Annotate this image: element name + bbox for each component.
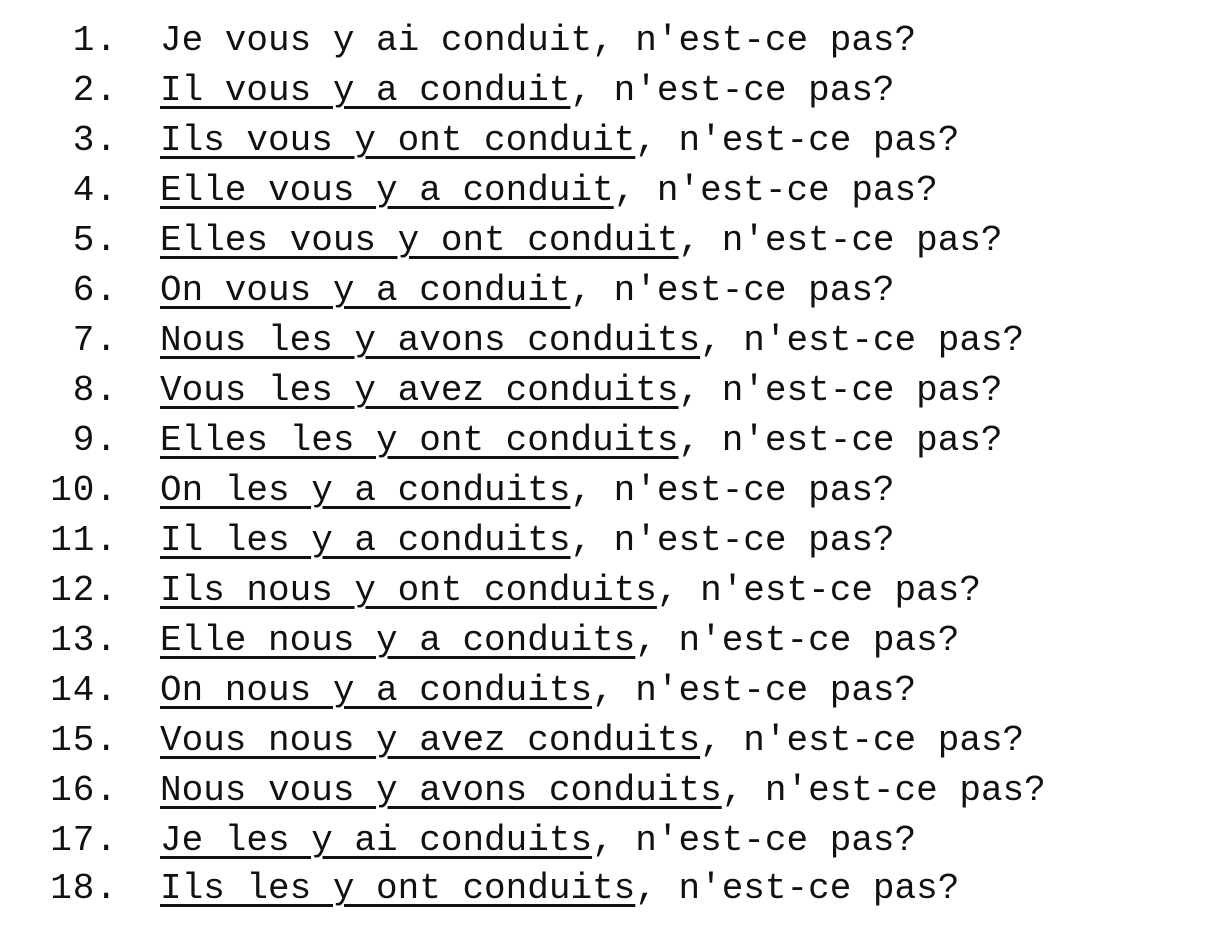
sentence xyxy=(160,418,1003,464)
sentence-tag: , n'est-ce pas? xyxy=(635,620,960,661)
line-number: 10. xyxy=(50,470,118,511)
line-number: 12. xyxy=(50,570,118,611)
sentence xyxy=(160,568,981,614)
sentence xyxy=(160,368,1003,414)
line-number: 5. xyxy=(72,220,118,261)
exercise-line xyxy=(0,368,1210,414)
line-number: 14. xyxy=(50,670,118,711)
sentence-underlined: Il vous y a conduit xyxy=(160,70,571,111)
exercise-line xyxy=(0,218,1210,264)
sentence-underlined: On vous y a conduit xyxy=(160,270,571,311)
sentence xyxy=(160,718,1024,764)
line-number: 9. xyxy=(72,420,118,461)
exercise-line xyxy=(0,668,1210,714)
sentence-tag: , n'est-ce pas? xyxy=(678,220,1003,261)
sentence xyxy=(160,668,916,714)
sentence-tag: , n'est-ce pas? xyxy=(678,420,1003,461)
sentence-underlined: Vous les y avez conduits xyxy=(160,370,679,411)
sentence-underlined: Il les y a conduits xyxy=(160,520,571,561)
line-number: 11. xyxy=(50,520,118,561)
sentence-tag: , n'est-ce pas? xyxy=(570,520,895,561)
sentence-underlined: Elle nous y a conduits xyxy=(160,620,636,661)
line-number: 17. xyxy=(50,820,118,861)
exercise-line xyxy=(0,68,1210,114)
sentence-underlined: Ils les y ont conduits xyxy=(160,868,636,909)
sentence xyxy=(160,318,1024,364)
sentence xyxy=(160,218,1003,264)
sentence-tag: , n'est-ce pas? xyxy=(613,170,938,211)
sentence-underlined: Nous les y avons conduits xyxy=(160,320,701,361)
sentence xyxy=(160,768,1046,814)
sentence-tag: , n'est-ce pas? xyxy=(592,820,917,861)
line-number: 6. xyxy=(72,270,118,311)
sentence xyxy=(160,18,916,64)
sentence-tag: , n'est-ce pas? xyxy=(570,70,895,111)
exercise-line xyxy=(0,568,1210,614)
sentence xyxy=(160,518,895,564)
sentence-tag: , n'est-ce pas? xyxy=(700,320,1025,361)
sentence-underlined: Je les y ai conduits xyxy=(160,820,593,861)
sentence xyxy=(160,118,959,164)
sentence-tag: , n'est-ce pas? xyxy=(721,770,1046,811)
sentence-tag: , n'est-ce pas? xyxy=(678,370,1003,411)
sentence-tag: , n'est-ce pas? xyxy=(635,868,960,909)
line-number: 8. xyxy=(72,370,118,411)
sentence xyxy=(160,618,959,664)
sentence xyxy=(160,168,938,214)
line-number: 16. xyxy=(50,770,118,811)
sentence-tag: , n'est-ce pas? xyxy=(635,120,960,161)
sentence-underlined: Je vous y ai conduit xyxy=(160,20,593,61)
exercise-line xyxy=(0,318,1210,364)
sentence-underlined: Vous nous y avez conduits xyxy=(160,720,701,761)
exercise-line xyxy=(0,468,1210,514)
sentence-underlined: Elles vous y ont conduit xyxy=(160,220,679,261)
sentence-tag: , n'est-ce pas? xyxy=(570,470,895,511)
line-number: 15. xyxy=(50,720,118,761)
sentence xyxy=(160,866,959,912)
line-number: 2. xyxy=(72,70,118,111)
sentence xyxy=(160,68,895,114)
exercise-line xyxy=(0,818,1210,864)
exercise-line xyxy=(0,168,1210,214)
line-number: 4. xyxy=(72,170,118,211)
sentence-tag: , n'est-ce pas? xyxy=(592,20,917,61)
line-number: 13. xyxy=(50,620,118,661)
sentence xyxy=(160,268,895,314)
line-number: 18. xyxy=(50,868,118,909)
exercise-line xyxy=(0,268,1210,314)
sentence-tag: , n'est-ce pas? xyxy=(700,720,1025,761)
sentence-underlined: Elles les y ont conduits xyxy=(160,420,679,461)
sentence xyxy=(160,468,895,514)
exercise-line xyxy=(0,418,1210,464)
sentence-underlined: On les y a conduits xyxy=(160,470,571,511)
exercise-line xyxy=(0,718,1210,764)
sentence-tag: , n'est-ce pas? xyxy=(656,570,981,611)
exercise-line xyxy=(0,866,1210,912)
exercise-line xyxy=(0,118,1210,164)
sentence-underlined: Nous vous y avons conduits xyxy=(160,770,722,811)
exercise-line xyxy=(0,768,1210,814)
sentence-tag: , n'est-ce pas? xyxy=(570,270,895,311)
sentence-underlined: Ils nous y ont conduits xyxy=(160,570,657,611)
line-number: 7. xyxy=(72,320,118,361)
line-number: 1. xyxy=(72,20,118,61)
exercise-line xyxy=(0,618,1210,664)
sentence-underlined: Ils vous y ont conduit xyxy=(160,120,636,161)
sentence-underlined: Elle vous y a conduit xyxy=(160,170,614,211)
sentence-tag: , n'est-ce pas? xyxy=(592,670,917,711)
sentence-underlined: On nous y a conduits xyxy=(160,670,593,711)
sentence xyxy=(160,818,916,864)
exercise-line xyxy=(0,518,1210,564)
exercise-line xyxy=(0,18,1210,64)
line-number: 3. xyxy=(72,120,118,161)
